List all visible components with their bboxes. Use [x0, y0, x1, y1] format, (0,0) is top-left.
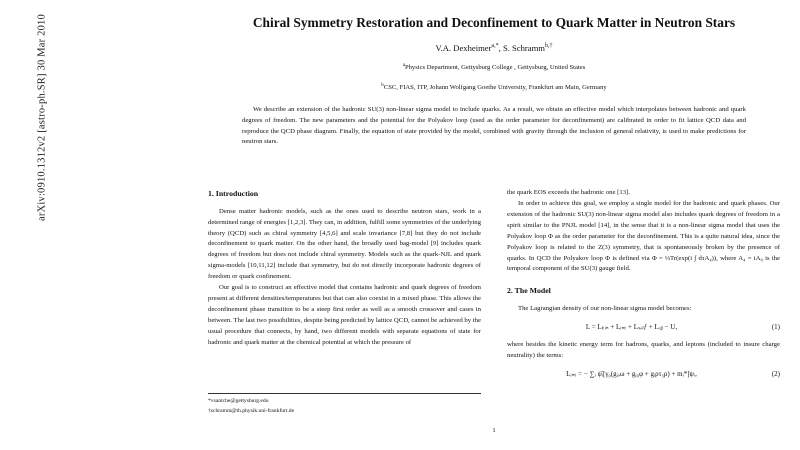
- right-column: [507, 188, 780, 424]
- footnotes: [208, 393, 481, 416]
- affiliation-b: [208, 82, 780, 92]
- page-title: Chiral Symmetry Restoration and Deconfinement to Quark Matter in Neutron Stars: [252, 15, 736, 30]
- equation-2: [507, 369, 780, 380]
- equation-2-body: Lᵢₙₜ = − ∑ᵢ ψ̄ᵢ[γ₀(gᵢₒω + gᵢ₀φ + gᵢρτ₃ρ) + mᵢ*]ψᵢ,: [566, 370, 697, 379]
- author-first-marker: a,*: [491, 43, 499, 50]
- affiliation-a-text: Physics Department, Gettysburg College , Gettysburg, United States: [404, 64, 586, 72]
- section-heading-model: 2. The Model: [507, 286, 551, 296]
- right-continuation-paragraph: the quark EOS exceeds the hadronic one [13].: [507, 189, 630, 196]
- footnote-1: *vsantche@gettysburg.edu: [208, 398, 269, 404]
- page-number: 1: [492, 427, 496, 434]
- model-paragraph-1: The Lagrangian density of our non-linear sigma model becomes:: [518, 305, 692, 313]
- intro-paragraph-1: Dense matter hadronic models, such as the ones used to describe neutron stars, work in a determined range of energies [1,2,3]. They can, in addition, fulfill some symmetries of the underlying theory (QCD) such as chiral symmetry [4,5,6] and scale invariance [7,8] but they do not include deconfinement to quark matter. On the other hand, the broadly used bag-model [9] includes quark degrees of freedom but does not include chiral symmetry. Models such as the quark-NJL and quark sigma-models [10,11,12] include that symmetry, but do not directly incorporate hadronic degrees of freedom or quark confinement.: [208, 207, 481, 281]
- author-first: V.A. Dexheimer: [435, 43, 492, 54]
- model-paragraph-2: where besides the kinetic energy term for hadrons, quarks, and leptons (included to insure charge neutrality) the terms:: [507, 341, 780, 360]
- affiliation-a: [208, 62, 780, 72]
- paper-content: [208, 10, 780, 440]
- section-heading-introduction: 1. Introduction: [208, 189, 259, 198]
- affiliation-a-marker: a: [402, 63, 405, 69]
- affiliation-b-marker: b: [381, 82, 384, 88]
- right-paragraph-1: In order to achieve this goal, we employ a single model for the hadronic and quark phases. Our extension of the hadronic SU(3) non-linear sigma model also includes quark degrees of freedom in a spirit similar to the PNJL model [14], in the sense that it is a non-linear sigma model that uses the Polyakov loop Φ as the order parameter for the deconfinement. This is a quite natural idea, since the Polyakov loop is related to the Z(3) symmetry, that is spontaneously broken by the presence of quarks. In QCD the Polyakov loop Φ is defined via Φ = ⅓Tr(exp(i ∫ dτA₄)), where A₄ = iA₀ is the temporal component of the SU(3) gauge field.: [507, 199, 780, 273]
- equation-2-number: (2): [771, 370, 780, 379]
- author-list: [208, 43, 780, 53]
- arxiv-stamp: arXiv:0910.1312v2 [astro-ph.SR] 30 Mar 2010: [36, 14, 48, 221]
- equation-1-number: (1): [771, 323, 780, 331]
- abstract: We describe an extension of the hadronic SU(3) non-linear sigma model to include quarks. As a result, we obtain an effective model which interpolates between hadronic and quark degrees of freedom. The new parameters and the potential for the Polyakov loop (used as the order parameter for deconfinement) are calibrated in order to fit lattice QCD data and reproduce the QCD phase diagram. Finally, the equation of state provided by the model, combined with gravity through the inclusion of general relativity, is used to make predictions for neutron stars.: [242, 105, 746, 146]
- equation-1-body: L = Lₖᵢₙ + Lᵢₙₜ + Lₛₑₗƒ + Lₓᵦ − U,: [585, 323, 678, 331]
- author-second-marker: b,†: [544, 43, 553, 50]
- footnote-2: †schramm@th.physik.uni-frankfurt.de: [208, 407, 295, 414]
- author-second: , S. Schramm: [498, 43, 545, 54]
- equation-1: [507, 322, 780, 333]
- intro-paragraph-2: Our goal is to construct an effective model that contains hadronic and quark degrees of freedom present at different densities/temperatures but that can also coexist in a mixed phase. This allows the deconfinement phase transition to be a steep first order as well as a smooth crossover and cases in between. The last two possibilities, despite being predicted by lattice QCD, cannot be achieved by the usual procedure that connects, by hand, two different models with separate equations of state for hadronic and quark matter at the chemical potential at which the pressure of: [208, 284, 481, 346]
- affiliation-b-text: CSC, FIAS, ITP, Johann Wolfgang Goethe University, Frankfurt am Main, Germany: [383, 83, 607, 91]
- left-column: [208, 188, 481, 424]
- body-columns: [208, 188, 780, 424]
